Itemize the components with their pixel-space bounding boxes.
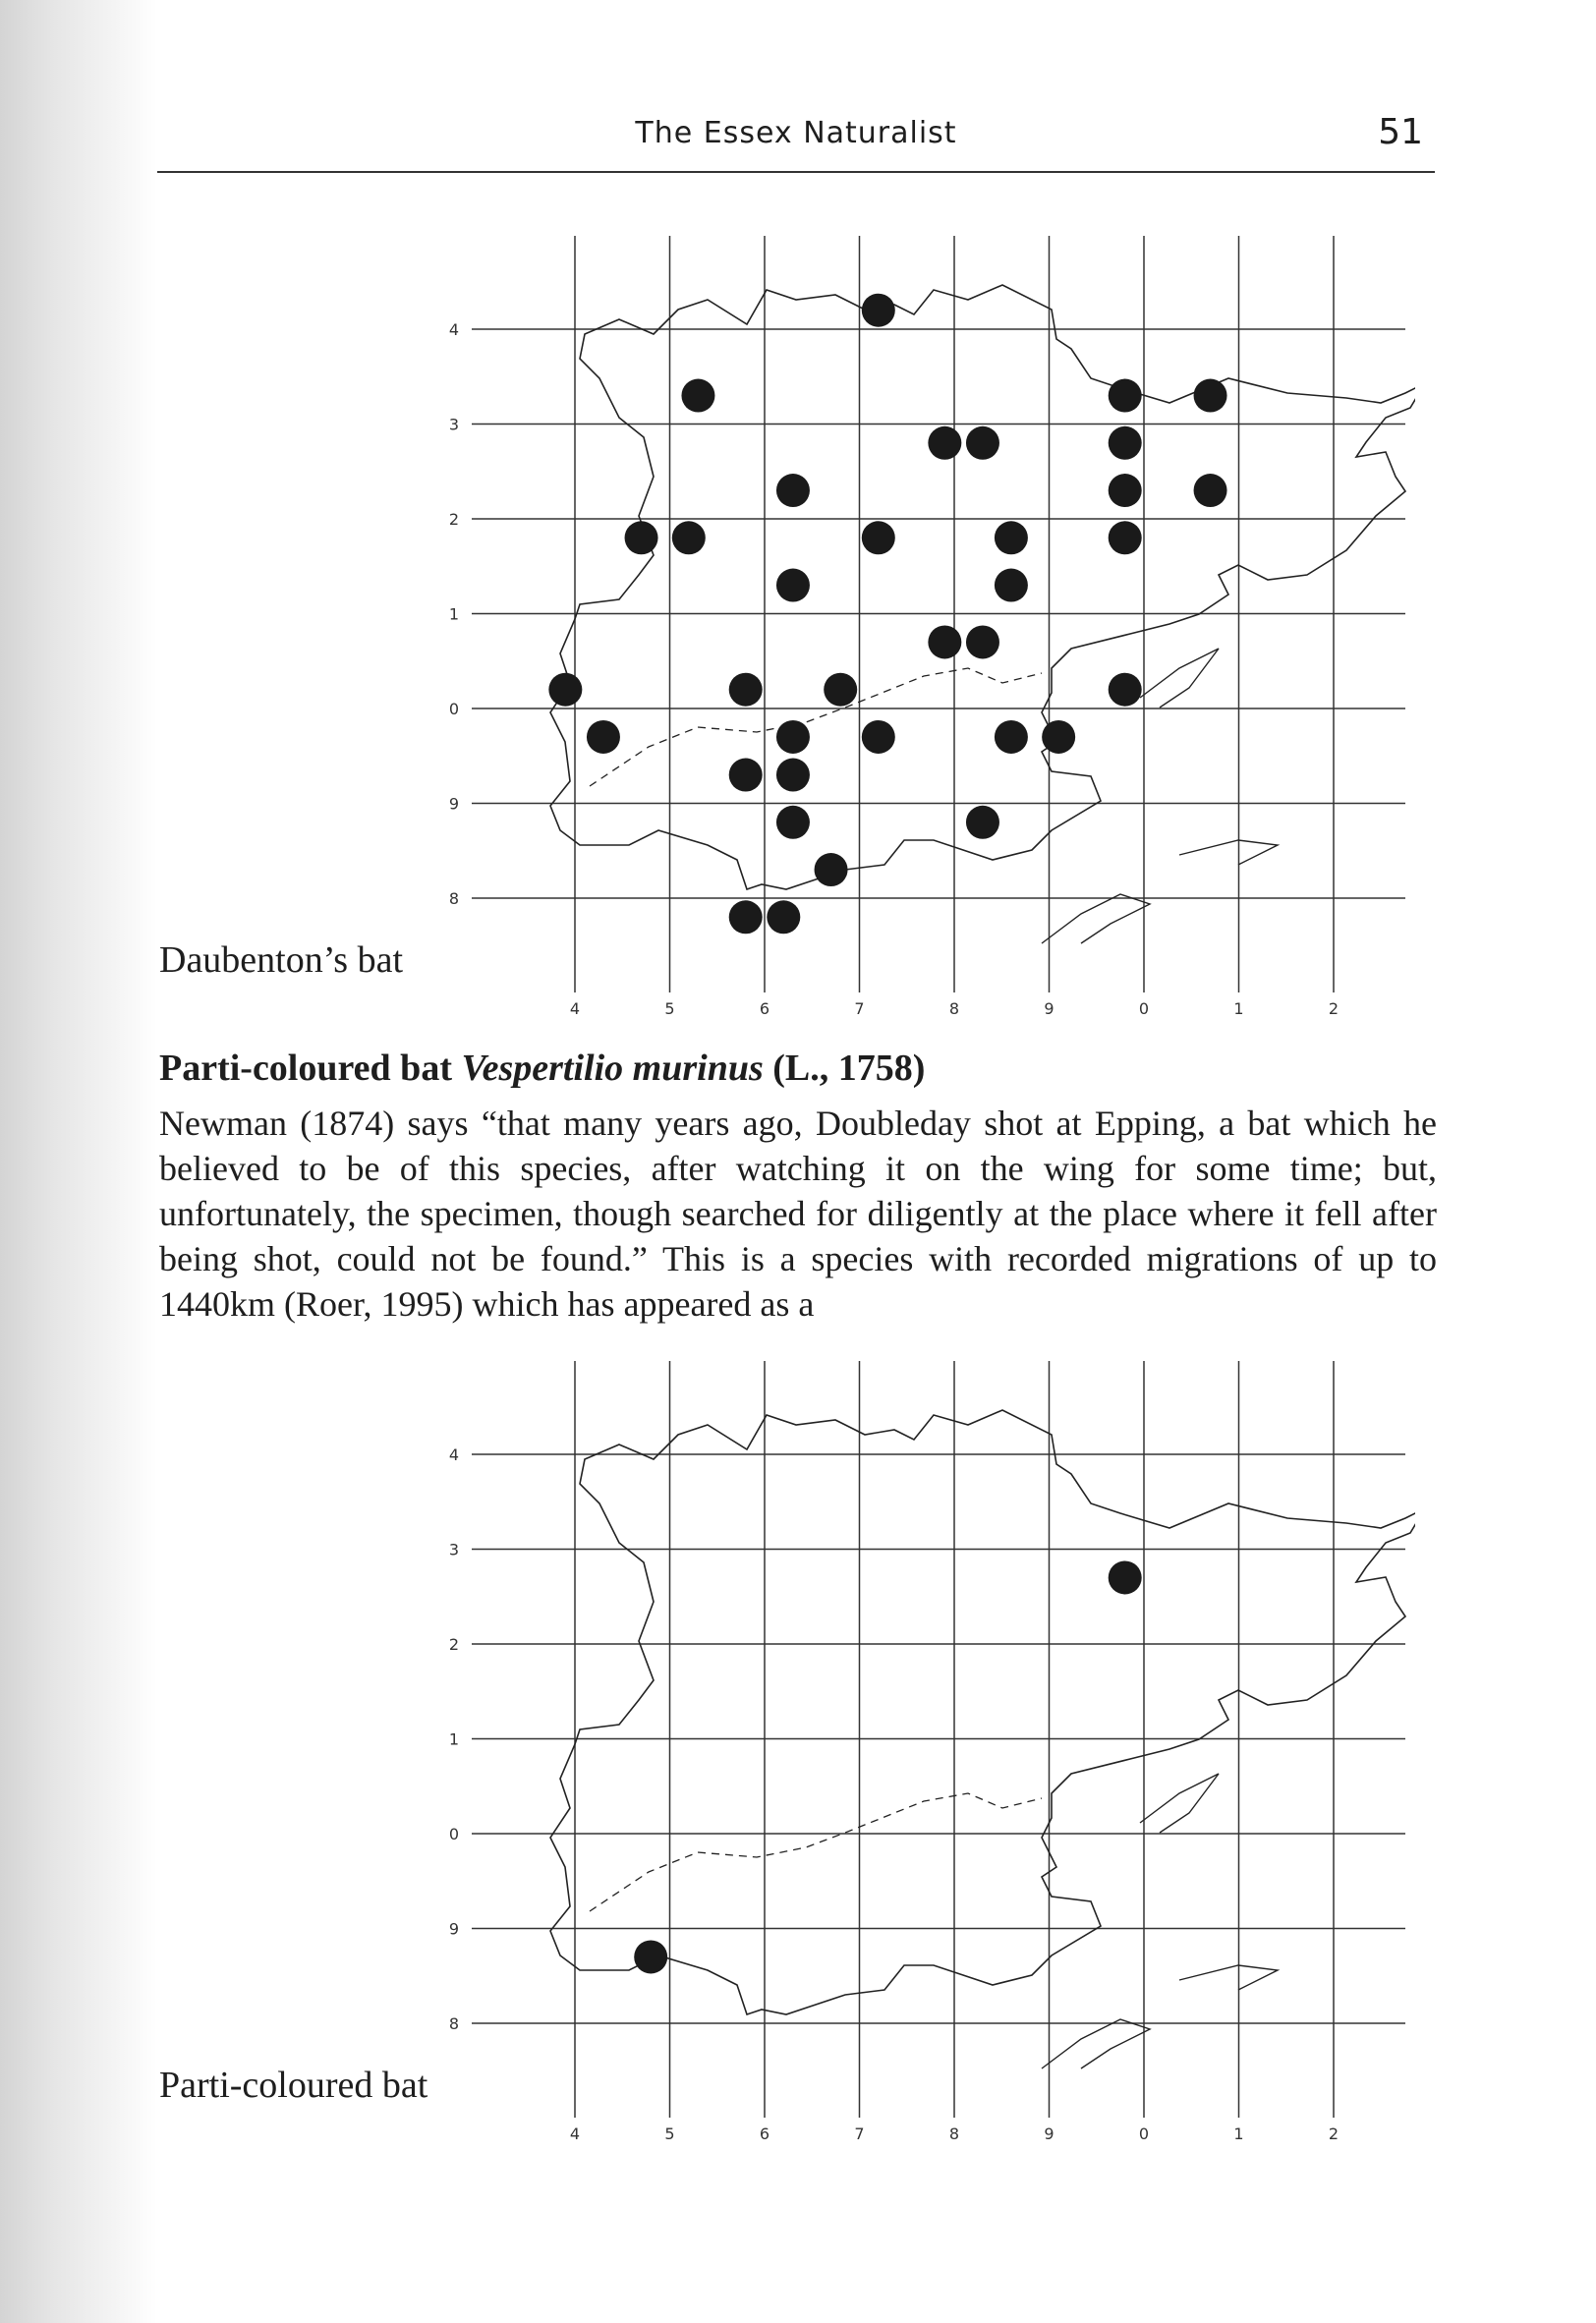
x-axis-label: 2 [1328, 2125, 1340, 2143]
record-dot [776, 720, 810, 754]
y-axis-label: 9 [448, 794, 460, 814]
y-axis-label: 2 [448, 510, 460, 529]
record-dot [815, 853, 848, 886]
record-dot [548, 673, 582, 707]
x-axis-label: 8 [948, 999, 960, 1018]
estuary-line [1179, 1965, 1278, 1990]
y-axis-label: 3 [448, 1540, 460, 1559]
parti-coloured-bat-map-canvas [432, 1361, 1415, 2147]
record-dot [995, 569, 1028, 602]
x-axis-label: 4 [569, 2125, 581, 2143]
y-axis-label: 0 [448, 700, 460, 718]
record-dot [634, 1940, 667, 1973]
record-dot [862, 521, 895, 554]
estuary-line [1140, 649, 1219, 708]
record-dot [767, 900, 800, 934]
x-axis-label: 1 [1233, 999, 1244, 1018]
x-axis-label: 6 [759, 2125, 770, 2143]
record-dot [587, 720, 620, 754]
x-axis-label: 5 [664, 999, 675, 1018]
x-axis-label: 0 [1138, 2125, 1150, 2143]
estuary-line [1140, 1774, 1219, 1833]
record-dot [966, 806, 999, 839]
record-dot [1109, 426, 1142, 460]
record-dot [1109, 1560, 1142, 1594]
estuary-line [1042, 2019, 1150, 2068]
x-axis-label: 6 [759, 999, 770, 1018]
x-axis-label: 5 [664, 2125, 675, 2143]
record-dot [776, 569, 810, 602]
y-axis-label: 3 [448, 415, 460, 434]
record-dot [928, 426, 961, 460]
record-dot [1109, 379, 1142, 413]
x-axis-label: 7 [854, 999, 865, 1018]
record-dot [776, 759, 810, 792]
heading-suffix: (L., 1758) [763, 1048, 926, 1089]
estuary-line [1179, 840, 1278, 865]
page-spine-shadow [0, 0, 157, 2323]
record-dot [672, 521, 706, 554]
y-axis-label: 8 [448, 889, 460, 908]
record-dot [681, 379, 714, 413]
record-dot [995, 521, 1028, 554]
record-dot [729, 673, 763, 707]
parti-coloured-bat-map-caption: Parti-coloured bat [159, 2065, 428, 2106]
section-heading [159, 1047, 925, 1090]
record-dot [862, 294, 895, 327]
record-dot [966, 426, 999, 460]
x-axis-label: 0 [1138, 999, 1150, 1018]
dashed-boundary [590, 1793, 1042, 1911]
y-axis-label: 9 [448, 1919, 460, 1939]
county-outline [550, 1410, 1415, 2014]
y-axis-label: 8 [448, 2014, 460, 2033]
record-dot [776, 474, 810, 507]
record-dot [928, 625, 961, 658]
dashed-boundary [590, 668, 1042, 786]
record-dot [1109, 673, 1142, 707]
y-axis-label: 4 [448, 1445, 460, 1464]
x-axis-label: 8 [948, 2125, 960, 2143]
record-dot [776, 806, 810, 839]
y-axis-label: 1 [448, 1729, 460, 1749]
record-dot [995, 720, 1028, 754]
record-dot [729, 900, 763, 934]
y-axis-label: 1 [448, 604, 460, 624]
county-outline [550, 285, 1415, 889]
daubentons-bat-distribution-map [432, 236, 1415, 1022]
record-dot [1042, 720, 1075, 754]
record-dot [625, 521, 658, 554]
x-axis-label: 9 [1044, 2125, 1054, 2143]
record-dot [966, 625, 999, 658]
estuary-line [1042, 894, 1150, 943]
daubentons-bat-map-canvas [432, 236, 1415, 1022]
page-header [157, 112, 1435, 173]
record-dot [729, 759, 763, 792]
parti-coloured-bat-distribution-map [432, 1361, 1415, 2147]
record-dot [1109, 474, 1142, 507]
daubentons-bat-map-caption: Daubenton’s bat [159, 939, 404, 981]
x-axis-label: 7 [854, 2125, 865, 2143]
page-number: 51 [1378, 112, 1423, 152]
y-axis-label: 0 [448, 1825, 460, 1843]
y-axis-label: 2 [448, 1635, 460, 1654]
x-axis-label: 1 [1233, 2125, 1244, 2143]
x-axis-label: 2 [1328, 999, 1340, 1018]
record-dot [1109, 521, 1142, 554]
x-axis-label: 9 [1044, 999, 1054, 1018]
heading-species-name: Vespertilio murinus [461, 1048, 764, 1089]
record-dot [1194, 474, 1227, 507]
heading-prefix: Parti-coloured bat [159, 1048, 462, 1089]
y-axis-label: 4 [448, 320, 460, 339]
record-dot [1194, 379, 1227, 413]
record-dot [824, 673, 857, 707]
running-title: The Essex Naturalist [635, 116, 957, 150]
body-paragraph: Newman (1874) says “that many years ago, Doubleday shot at Epping, a bat which he believed to be of this species, after watching it on the wing for some time; but, unfortunately, the specimen, though searched for diligently at the place where it fell after being shot, could not be found.” This is a species with recorded migrations of up to 1440km (Roer, 1995) which has appeared as a [159, 1104, 1437, 1324]
x-axis-label: 4 [569, 999, 581, 1018]
record-dot [862, 720, 895, 754]
